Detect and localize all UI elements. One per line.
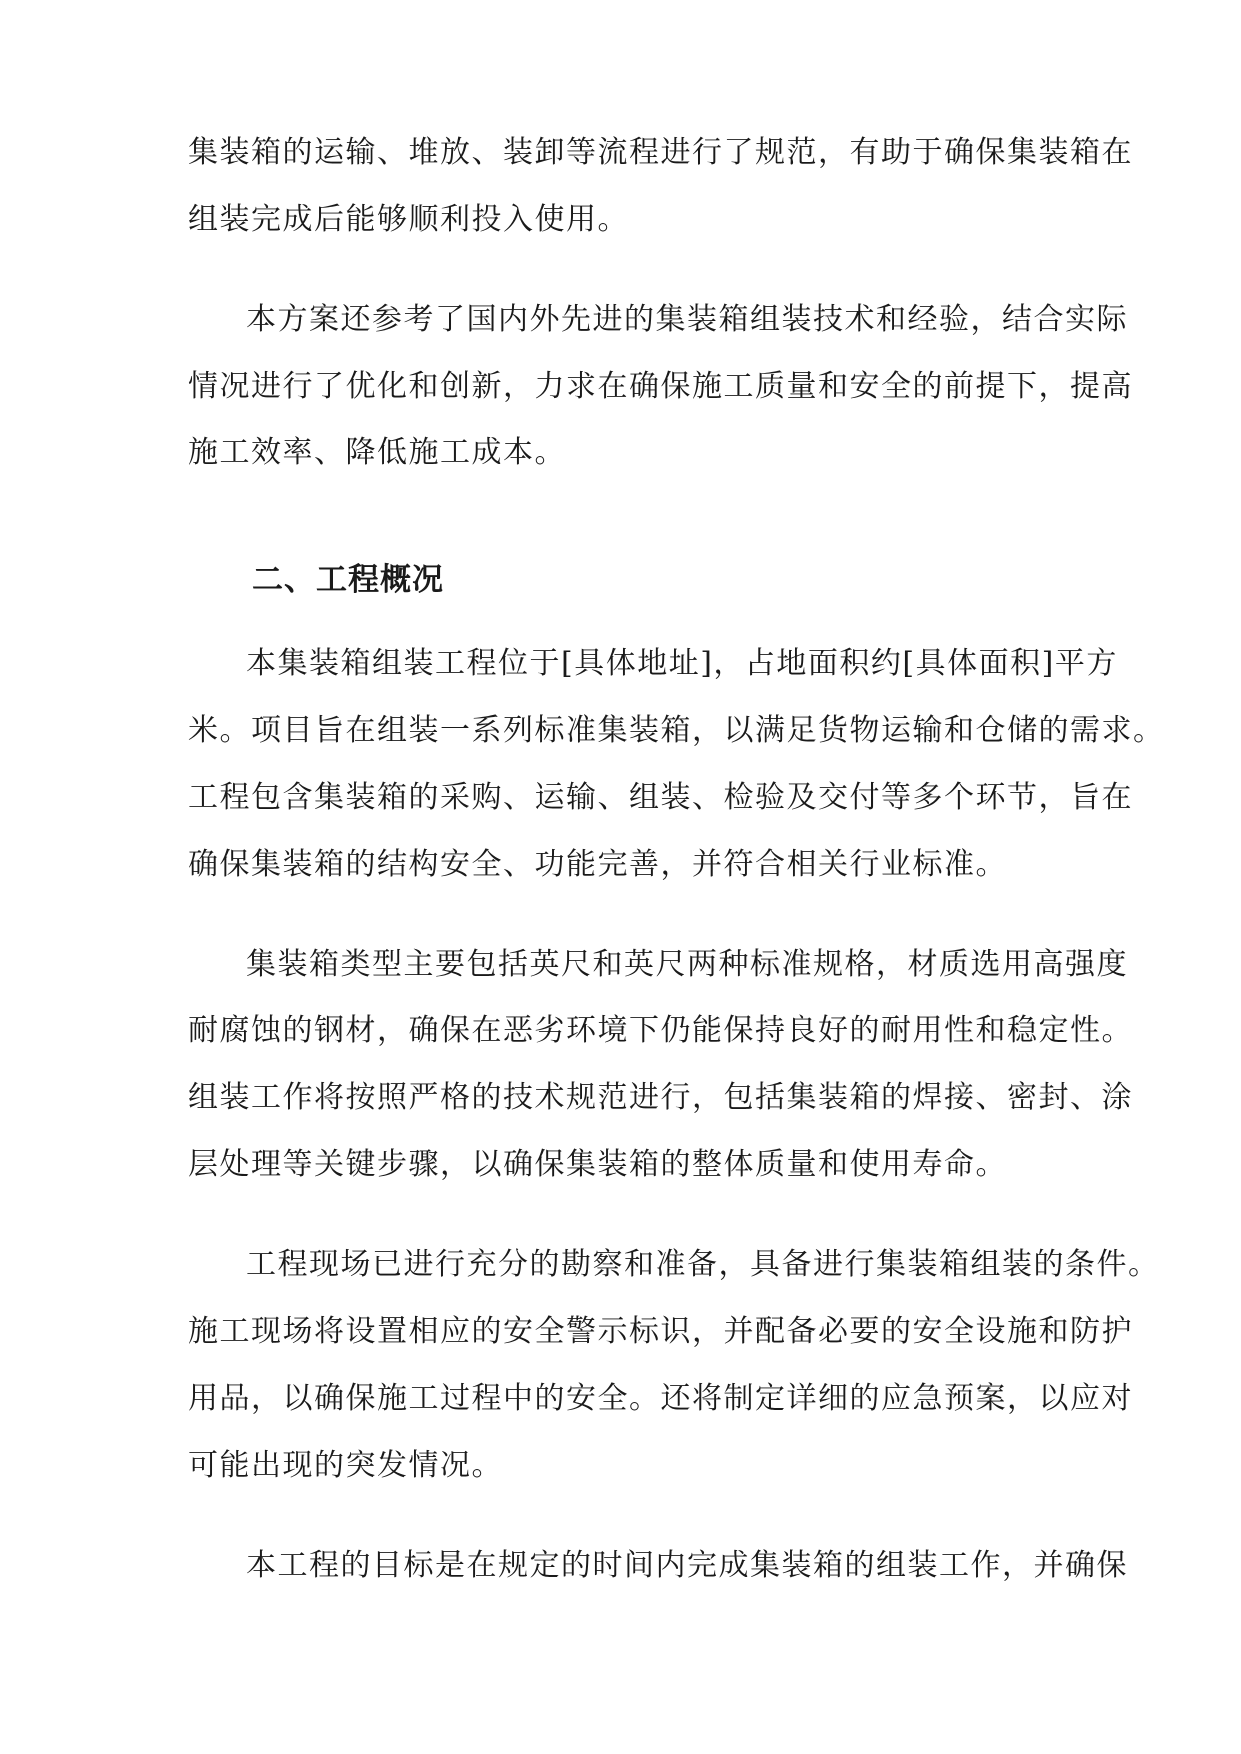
paragraph-line: 本方案还参考了国内外先进的集装箱组装技术和经验，结合实际 — [246, 302, 1128, 337]
paragraph-line: 本集装箱组装工程位于[具体地址]，占地面积约[具体面积]平方 — [246, 646, 1118, 681]
paragraph-line: 施工现场将设置相应的安全警示标识，并配备必要的安全设施和防护 — [188, 1314, 1133, 1349]
paragraph-line: 集装箱类型主要包括英尺和英尺两种标准规格，材质选用高强度 — [246, 947, 1128, 982]
paragraph-line: 工程现场已进行充分的勘察和准备，具备进行集装箱组装的条件。 — [246, 1247, 1160, 1282]
paragraph-line: 组装完成后能够顺利投入使用。 — [188, 202, 629, 237]
paragraph-line: 情况进行了优化和创新，力求在确保施工质量和安全的前提下，提高 — [188, 369, 1133, 404]
paragraph-line: 用品，以确保施工过程中的安全。还将制定详细的应急预案，以应对 — [188, 1381, 1133, 1416]
paragraph-line: 施工效率、降低施工成本。 — [188, 435, 566, 470]
paragraph-line: 层处理等关键步骤，以确保集装箱的整体质量和使用寿命。 — [188, 1147, 1007, 1182]
paragraph-line: 组装工作将按照严格的技术规范进行，包括集装箱的焊接、密封、涂 — [188, 1080, 1133, 1115]
paragraph-line: 集装箱的运输、堆放、装卸等流程进行了规范，有助于确保集装箱在 — [188, 135, 1133, 170]
paragraph-line: 工程包含集装箱的采购、运输、组装、检验及交付等多个环节，旨在 — [188, 780, 1133, 815]
paragraph-line: 确保集装箱的结构安全、功能完善，并符合相关行业标准。 — [188, 847, 1007, 882]
paragraph-line: 本工程的目标是在规定的时间内完成集装箱的组装工作，并确保 — [246, 1548, 1128, 1583]
paragraph-line: 米。项目旨在组装一系列标准集装箱，以满足货物运输和仓储的需求。 — [188, 713, 1165, 748]
paragraph-line: 可能出现的突发情况。 — [188, 1448, 503, 1483]
paragraph-line: 耐腐蚀的钢材，确保在恶劣环境下仍能保持良好的耐用性和稳定性。 — [188, 1013, 1133, 1048]
section-heading: 二、工程概况 — [252, 562, 444, 598]
